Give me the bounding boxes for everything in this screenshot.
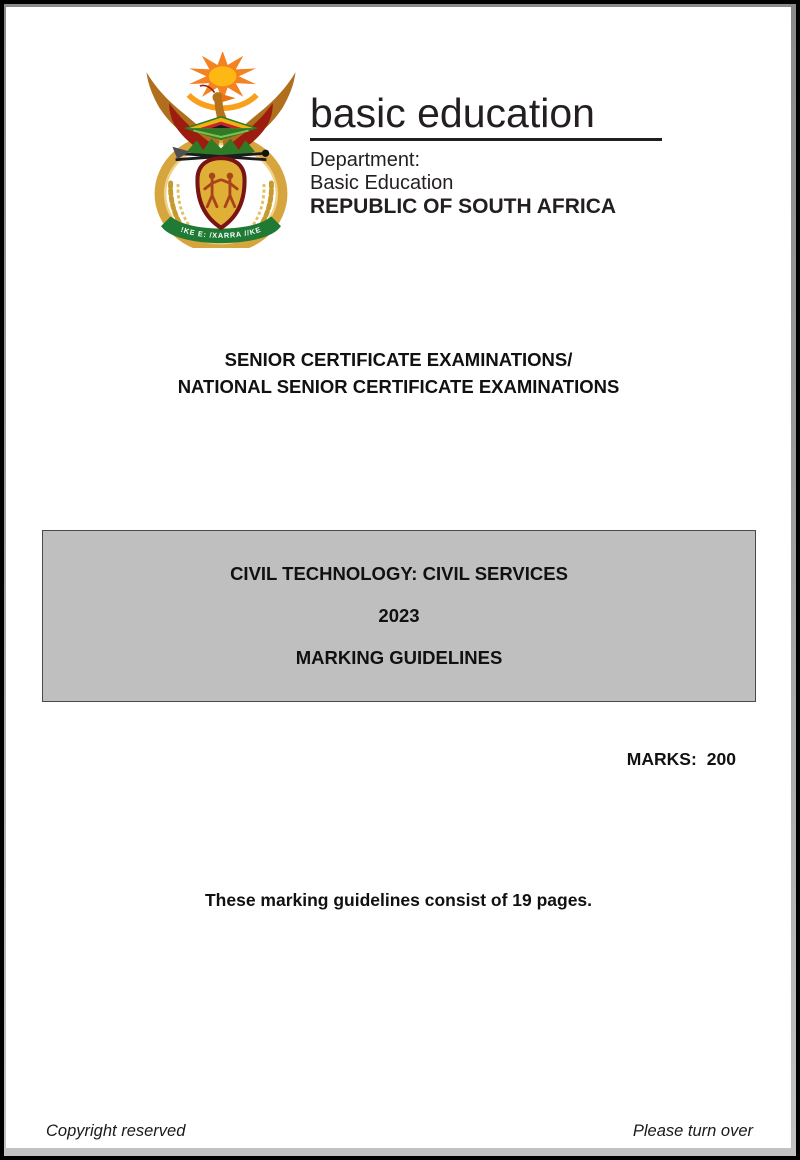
exam-heading bbox=[6, 346, 791, 400]
marks-value: 200 bbox=[706, 749, 736, 769]
title-box bbox=[42, 530, 756, 702]
copyright-note: Copyright reserved bbox=[46, 1122, 186, 1140]
exam-heading-line1: SENIOR CERTIFICATE EXAMINATIONS/ bbox=[224, 349, 573, 370]
masthead-wordmark bbox=[310, 91, 662, 219]
wordmark-underline bbox=[310, 138, 662, 141]
department-label: Department: bbox=[310, 149, 421, 171]
marks-line bbox=[627, 749, 736, 770]
document-type: MARKING GUIDELINES bbox=[295, 647, 503, 668]
subject-title: CIVIL TECHNOLOGY: CIVIL SERVICES bbox=[230, 563, 568, 584]
document-page bbox=[6, 7, 791, 1148]
page-count-note: These marking guidelines consist of 19 pages. bbox=[204, 890, 593, 910]
exam-heading-line2: NATIONAL SENIOR CERTIFICATE EXAMINATIONS bbox=[177, 376, 620, 397]
scan-border bbox=[4, 4, 796, 1156]
turn-over-note: Please turn over bbox=[632, 1122, 753, 1140]
coat-of-arms-icon bbox=[140, 52, 302, 248]
wordmark-title: basic education bbox=[310, 90, 595, 136]
exam-year: 2023 bbox=[378, 605, 420, 626]
emblem-motto: !KE E: /XARRA //KE bbox=[179, 224, 263, 240]
marks-label: MARKS: bbox=[626, 749, 697, 769]
country-name: REPUBLIC OF SOUTH AFRICA bbox=[310, 195, 617, 218]
department-name: Basic Education bbox=[310, 172, 454, 194]
page-footer bbox=[46, 1122, 753, 1141]
